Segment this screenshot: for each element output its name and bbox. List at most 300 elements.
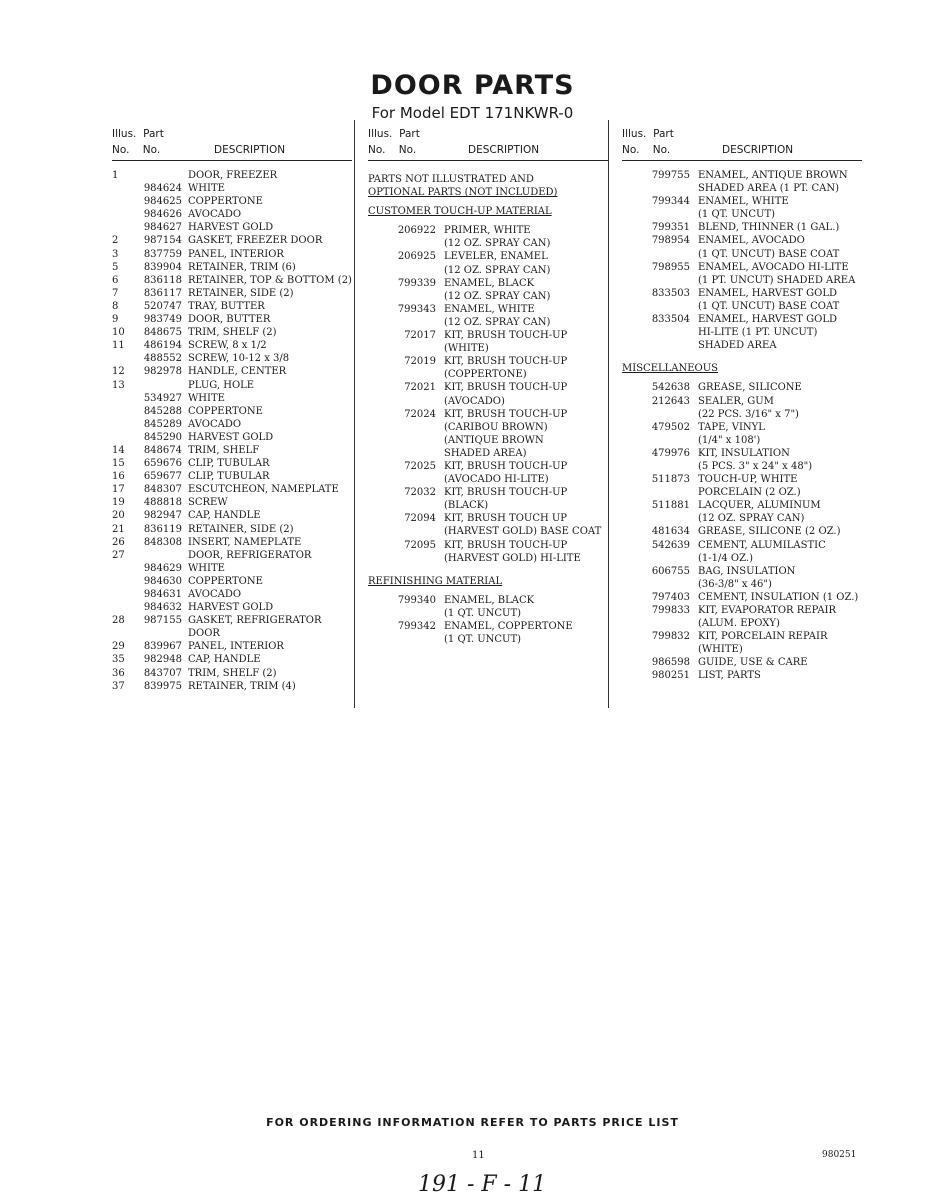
part-description: RETAINER, TOP & BOTTOM (2) <box>188 274 352 286</box>
part-number: 848675 <box>143 327 182 339</box>
part-number <box>622 208 698 221</box>
header-no: No. No. <box>112 144 161 156</box>
part-description: CEMENT, INSULATION (1 OZ.) <box>698 591 859 603</box>
part-number: 836119 <box>143 523 182 535</box>
illus-number: 16 <box>112 471 125 483</box>
part-number: 984629 <box>143 562 182 574</box>
part-row <box>622 169 862 182</box>
part-number <box>368 499 444 512</box>
part-number: 982948 <box>143 654 182 666</box>
part-number: 542638 <box>651 382 690 394</box>
illus-number: 8 <box>112 300 119 312</box>
part-row <box>112 365 352 378</box>
part-number: 659677 <box>143 471 182 483</box>
page-number: 11 <box>472 1150 485 1161</box>
part-description: WHITE <box>188 183 225 195</box>
part-row <box>622 408 862 421</box>
part-row <box>112 208 352 221</box>
part-number <box>134 549 188 562</box>
part-description: KIT, BRUSH TOUCH-UP <box>444 408 568 420</box>
part-number: 984626 <box>143 209 182 221</box>
part-row <box>622 630 862 643</box>
illus-number: 37 <box>112 680 125 692</box>
part-description: KIT, BRUSH TOUCH-UP <box>444 539 568 551</box>
part-description: AVOCADO <box>188 418 242 430</box>
part-description: ENAMEL, HARVEST GOLD <box>698 287 837 299</box>
header-description: DESCRIPTION <box>468 144 540 156</box>
header-description: DESCRIPTION <box>214 144 286 156</box>
note-line: PARTS NOT ILLUSTRATED AND <box>368 174 534 185</box>
part-row <box>622 182 862 195</box>
part-number <box>368 342 444 355</box>
illus-number: 29 <box>112 641 125 653</box>
parts-list-3 <box>622 169 862 683</box>
part-number <box>368 607 444 620</box>
part-number: 848308 <box>143 536 182 548</box>
part-description: TRIM, SHELF (2) <box>188 327 277 339</box>
part-row <box>112 562 352 575</box>
part-description: CLIP, TUBULAR <box>188 471 270 483</box>
part-number <box>622 512 698 525</box>
part-description: ESCUTCHEON, NAMEPLATE <box>188 484 339 496</box>
part-row <box>368 421 608 434</box>
part-description: SEALER, GUM <box>698 395 774 407</box>
part-description: (COPPERTONE) <box>444 369 527 381</box>
part-number: 984627 <box>143 222 182 234</box>
part-number: 72024 <box>404 408 436 420</box>
part-number: 511881 <box>651 500 690 512</box>
illus-number: 5 <box>112 261 119 273</box>
part-description: GASKET, REFRIGERATOR <box>188 615 322 627</box>
part-description: GREASE, SILICONE <box>698 382 802 394</box>
part-number: 799340 <box>397 594 436 606</box>
part-number: 987154 <box>143 235 182 247</box>
part-row <box>622 473 862 486</box>
part-row <box>622 261 862 274</box>
illus-number: 17 <box>112 484 125 496</box>
part-row <box>112 405 352 418</box>
part-number <box>622 578 698 591</box>
part-description: COPPERTONE <box>188 575 263 587</box>
part-row <box>622 339 862 352</box>
illus-number <box>112 195 134 208</box>
part-row <box>622 499 862 512</box>
illus-number: 15 <box>112 458 125 470</box>
part-row <box>622 460 862 473</box>
part-row <box>622 326 862 339</box>
column-2 <box>368 128 608 646</box>
illus-number <box>112 352 134 365</box>
part-number <box>622 434 698 447</box>
part-description: CAP, HANDLE <box>188 654 261 666</box>
part-description: PORCELAIN (2 OZ.) <box>698 487 801 499</box>
part-description: RETAINER, SIDE (2) <box>188 523 294 535</box>
part-row <box>112 680 352 693</box>
part-description: TRAY, BUTTER <box>188 300 265 312</box>
illus-number <box>112 431 134 444</box>
part-row <box>368 355 608 368</box>
part-description: (CARIBOU BROWN) <box>444 421 548 433</box>
part-number: 836117 <box>143 287 182 299</box>
part-row <box>112 509 352 522</box>
part-number: 212643 <box>651 395 690 407</box>
part-number: 206922 <box>397 225 436 237</box>
part-row <box>368 277 608 290</box>
illus-number: 6 <box>112 274 119 286</box>
part-number: 72095 <box>404 539 436 551</box>
part-description: (12 OZ. SPRAY CAN) <box>444 290 551 302</box>
part-row <box>112 667 352 680</box>
part-description: SHADED AREA <box>698 340 777 352</box>
part-number: 848307 <box>143 484 182 496</box>
part-number: 980251 <box>651 670 690 682</box>
part-row <box>368 552 608 565</box>
part-row <box>112 496 352 509</box>
part-row <box>112 326 352 339</box>
part-description: (BLACK) <box>444 500 489 512</box>
part-row <box>622 512 862 525</box>
illus-number <box>112 575 134 588</box>
part-row <box>622 421 862 434</box>
part-number: 72021 <box>404 382 436 394</box>
part-number: 486194 <box>143 340 182 352</box>
part-number: 206925 <box>397 251 436 263</box>
part-description: KIT, BRUSH TOUCH-UP <box>444 356 568 368</box>
part-number <box>368 552 444 565</box>
part-number: 799339 <box>397 277 436 289</box>
part-row <box>368 434 608 447</box>
part-description: HARVEST GOLD <box>188 431 274 443</box>
part-description: KIT, PORCELAIN REPAIR <box>698 631 828 643</box>
part-number: 843707 <box>143 667 182 679</box>
part-description: (HARVEST GOLD) HI-LITE <box>444 552 581 564</box>
illus-number: 35 <box>112 654 125 666</box>
part-number <box>622 617 698 630</box>
handwritten-note: 191 - F - 11 <box>418 1172 547 1197</box>
header-illus-part: Illus. Part <box>622 128 674 140</box>
part-row <box>112 182 352 195</box>
part-row <box>112 431 352 444</box>
column-divider-2 <box>608 120 609 708</box>
part-number: 987155 <box>143 615 182 627</box>
part-row <box>622 578 862 591</box>
illus-number: 10 <box>112 327 125 339</box>
illus-number: 14 <box>112 444 125 456</box>
part-number: 984624 <box>143 183 182 195</box>
part-row <box>112 300 352 313</box>
part-number: 833503 <box>651 287 690 299</box>
part-description: BLEND, THINNER (1 GAL.) <box>698 222 840 234</box>
part-description: COPPERTONE <box>188 196 263 208</box>
part-number <box>368 368 444 381</box>
part-row <box>368 381 608 394</box>
illus-number: 7 <box>112 287 119 299</box>
part-description: (22 PCS. 3/16" x 7") <box>698 408 799 420</box>
part-row <box>368 539 608 552</box>
section-heading: REFINISHING MATERIAL <box>368 575 503 587</box>
part-row <box>368 342 608 355</box>
part-row <box>622 643 862 656</box>
section-heading: MISCELLANEOUS <box>622 363 719 375</box>
illus-number: 26 <box>112 536 125 548</box>
column-header <box>112 128 352 161</box>
part-description: ENAMEL, HARVEST GOLD <box>698 314 837 326</box>
part-description: KIT, BRUSH TOUCH-UP <box>444 330 568 342</box>
illus-number: 13 <box>112 379 125 391</box>
part-row <box>368 512 608 525</box>
part-row <box>622 486 862 499</box>
part-row <box>368 316 608 329</box>
part-row <box>368 607 608 620</box>
part-number: 845289 <box>143 418 182 430</box>
part-description: KIT, INSULATION <box>698 447 790 459</box>
illus-number: 27 <box>112 549 125 561</box>
part-number: 488818 <box>143 497 182 509</box>
part-number: 833504 <box>651 314 690 326</box>
part-number: 839975 <box>143 680 182 692</box>
part-row <box>368 447 608 460</box>
part-description: HARVEST GOLD <box>188 222 274 234</box>
document-code: 980251 <box>822 1150 857 1160</box>
part-number <box>622 300 698 313</box>
part-number: 72032 <box>404 487 436 499</box>
part-number: 799344 <box>651 196 690 208</box>
part-number: 836118 <box>143 274 182 286</box>
part-row <box>368 368 608 381</box>
illus-number: 9 <box>112 314 119 326</box>
illus-number: 2 <box>112 235 119 247</box>
part-row <box>622 274 862 287</box>
part-description: (12 OZ. SPRAY CAN) <box>444 264 551 276</box>
part-description: SCREW, 8 x 1/2 <box>188 340 267 352</box>
part-number <box>622 182 698 195</box>
part-number: 72025 <box>404 460 436 472</box>
part-row <box>368 250 608 263</box>
part-row <box>112 653 352 666</box>
part-description: INSERT, NAMEPLATE <box>188 536 302 548</box>
part-number <box>368 473 444 486</box>
part-number: 606755 <box>651 565 690 577</box>
part-description: CAP, HANDLE <box>188 510 261 522</box>
part-number: 983749 <box>143 314 182 326</box>
column-header <box>622 128 862 161</box>
part-description: ENAMEL, BLACK <box>444 277 535 289</box>
part-description: (WHITE) <box>698 644 743 656</box>
part-number <box>134 169 188 182</box>
part-row <box>112 588 352 601</box>
part-row <box>112 444 352 457</box>
part-number: 479976 <box>651 447 690 459</box>
part-number: 542639 <box>651 539 690 551</box>
part-description: WHITE <box>188 392 225 404</box>
illus-number <box>112 601 134 614</box>
ordering-footer: FOR ORDERING INFORMATION REFER TO PARTS PRICE LIST <box>266 1116 679 1129</box>
part-row <box>112 536 352 549</box>
part-number: 984630 <box>143 575 182 587</box>
illus-number <box>112 627 134 640</box>
illus-number: 36 <box>112 667 125 679</box>
part-row <box>112 313 352 326</box>
part-number: 799351 <box>651 222 690 234</box>
part-description: (1 QT. UNCUT) <box>698 209 776 221</box>
part-description: CLIP, TUBULAR <box>188 458 270 470</box>
part-row <box>112 352 352 365</box>
part-row <box>112 483 352 496</box>
part-row <box>368 486 608 499</box>
part-description: (WHITE) <box>444 343 489 355</box>
part-description: HI-LITE (1 PT. UNCUT) <box>698 327 818 339</box>
part-number: 848674 <box>143 444 182 456</box>
part-row <box>112 470 352 483</box>
part-description: ENAMEL, ANTIQUE BROWN <box>698 170 848 181</box>
part-description: (1 QT. UNCUT) BASE COAT <box>698 248 840 260</box>
part-description: RETAINER, TRIM (4) <box>188 680 296 692</box>
part-row <box>112 627 352 640</box>
part-row <box>112 169 352 182</box>
part-row <box>368 594 608 607</box>
part-row <box>112 392 352 405</box>
section-heading: CUSTOMER TOUCH-UP MATERIAL <box>368 206 552 218</box>
note-line: OPTIONAL PARTS (NOT INCLUDED) <box>368 187 558 199</box>
part-description: ENAMEL, BLACK <box>444 594 535 606</box>
part-row <box>622 656 862 669</box>
column-divider-1 <box>354 120 355 708</box>
part-description: (36-3/8" x 46") <box>698 578 772 590</box>
part-number: 799832 <box>651 631 690 643</box>
part-description: TRIM, SHELF (2) <box>188 667 277 679</box>
part-row <box>622 313 862 326</box>
parts-list-1 <box>112 169 352 693</box>
part-number: 481634 <box>651 526 690 538</box>
part-number: 984625 <box>143 196 182 208</box>
part-number: 837759 <box>143 248 182 260</box>
part-description: (1 PT. UNCUT) SHADED AREA <box>698 274 856 286</box>
part-row <box>112 549 352 562</box>
part-description: HANDLE, CENTER <box>188 366 287 378</box>
part-description: TOUCH-UP, WHITE <box>698 474 798 486</box>
part-description: GUIDE, USE & CARE <box>698 657 808 669</box>
header-no: No. No. <box>368 144 417 156</box>
part-row <box>622 669 862 682</box>
part-description: ENAMEL, WHITE <box>698 196 789 208</box>
part-description: SCREW, 10-12 x 3/8 <box>188 353 290 365</box>
illus-number <box>112 221 134 234</box>
part-row <box>112 418 352 431</box>
illus-number <box>112 588 134 601</box>
part-description: (1 QT. UNCUT) <box>444 634 522 646</box>
part-description: TRIM, SHELF <box>188 444 260 456</box>
illus-number <box>112 405 134 418</box>
part-number <box>134 379 188 392</box>
part-number: 799755 <box>651 170 690 181</box>
part-row <box>622 208 862 221</box>
part-number: 488552 <box>143 353 182 365</box>
part-description: LACQUER, ALUMINUM <box>698 500 821 512</box>
part-row <box>622 539 862 552</box>
part-row <box>622 381 862 394</box>
part-description: TAPE, VINYL <box>698 421 765 433</box>
part-row <box>112 614 352 627</box>
part-row <box>368 264 608 277</box>
part-number <box>368 525 444 538</box>
part-description: KIT, BRUSH TOUCH-UP <box>444 460 568 472</box>
part-description: GASKET, FREEZER DOOR <box>188 235 323 247</box>
part-number: 798955 <box>651 261 690 273</box>
part-number: 845290 <box>143 431 182 443</box>
part-row <box>622 300 862 313</box>
part-number: 982978 <box>143 366 182 378</box>
part-row <box>368 473 608 486</box>
parts-list-2 <box>368 173 608 646</box>
illus-number <box>112 418 134 431</box>
part-description: KIT, BRUSH TOUCH-UP <box>444 382 568 394</box>
part-number <box>622 408 698 421</box>
illus-number: 3 <box>112 248 119 260</box>
part-number <box>622 339 698 352</box>
part-description: (1 QT. UNCUT) BASE COAT <box>698 300 840 312</box>
part-row <box>622 221 862 234</box>
part-number <box>368 434 444 447</box>
part-number: 520747 <box>143 300 182 312</box>
part-number: 799342 <box>397 621 436 632</box>
part-row <box>622 591 862 604</box>
part-description: ENAMEL, WHITE <box>444 303 535 315</box>
part-description: ENAMEL, AVOCADO <box>698 235 805 247</box>
part-description: AVOCADO <box>188 209 242 221</box>
part-number <box>368 237 444 250</box>
header-illus-part: Illus. Part <box>368 128 420 140</box>
part-number: 799343 <box>397 303 436 315</box>
part-number: 797403 <box>651 591 690 603</box>
part-number <box>622 552 698 565</box>
part-description: KIT, EVAPORATOR REPAIR <box>698 605 837 616</box>
part-description: (5 PCS. 3" x 24" x 48") <box>698 460 813 472</box>
part-description: DOOR, BUTTER <box>188 314 271 326</box>
part-row <box>112 274 352 287</box>
header-illus-part: Illus. Part <box>112 128 164 140</box>
part-row <box>622 234 862 247</box>
part-description: GREASE, SILICONE (2 OZ.) <box>698 526 841 538</box>
part-description: SCREW <box>188 497 228 509</box>
part-row <box>112 640 352 653</box>
part-description: (1-1/4 OZ.) <box>698 552 753 564</box>
part-description: (1 QT. UNCUT) <box>444 607 522 619</box>
part-number <box>368 395 444 408</box>
part-description: SHADED AREA) <box>444 447 527 459</box>
part-number <box>622 643 698 656</box>
illus-number: 1 <box>112 170 119 181</box>
part-description: RETAINER, SIDE (2) <box>188 287 294 299</box>
part-description: (ALUM. EPOXY) <box>698 618 780 630</box>
part-number <box>368 421 444 434</box>
part-row <box>368 290 608 303</box>
page-title: DOOR PARTS <box>370 70 575 101</box>
part-row <box>622 395 862 408</box>
part-number: 845288 <box>143 405 182 417</box>
part-row <box>112 457 352 470</box>
part-row <box>622 447 862 460</box>
part-description: (12 OZ. SPRAY CAN) <box>444 316 551 328</box>
part-description: (12 OZ. SPRAY CAN) <box>444 238 551 250</box>
part-number <box>368 633 444 646</box>
part-number: 984632 <box>143 602 182 614</box>
part-description: KIT, BRUSH TOUCH UP <box>444 513 568 525</box>
part-number: 72019 <box>404 356 436 368</box>
part-row <box>368 499 608 512</box>
part-number: 984631 <box>143 589 182 600</box>
part-row <box>368 329 608 342</box>
part-row <box>368 303 608 316</box>
